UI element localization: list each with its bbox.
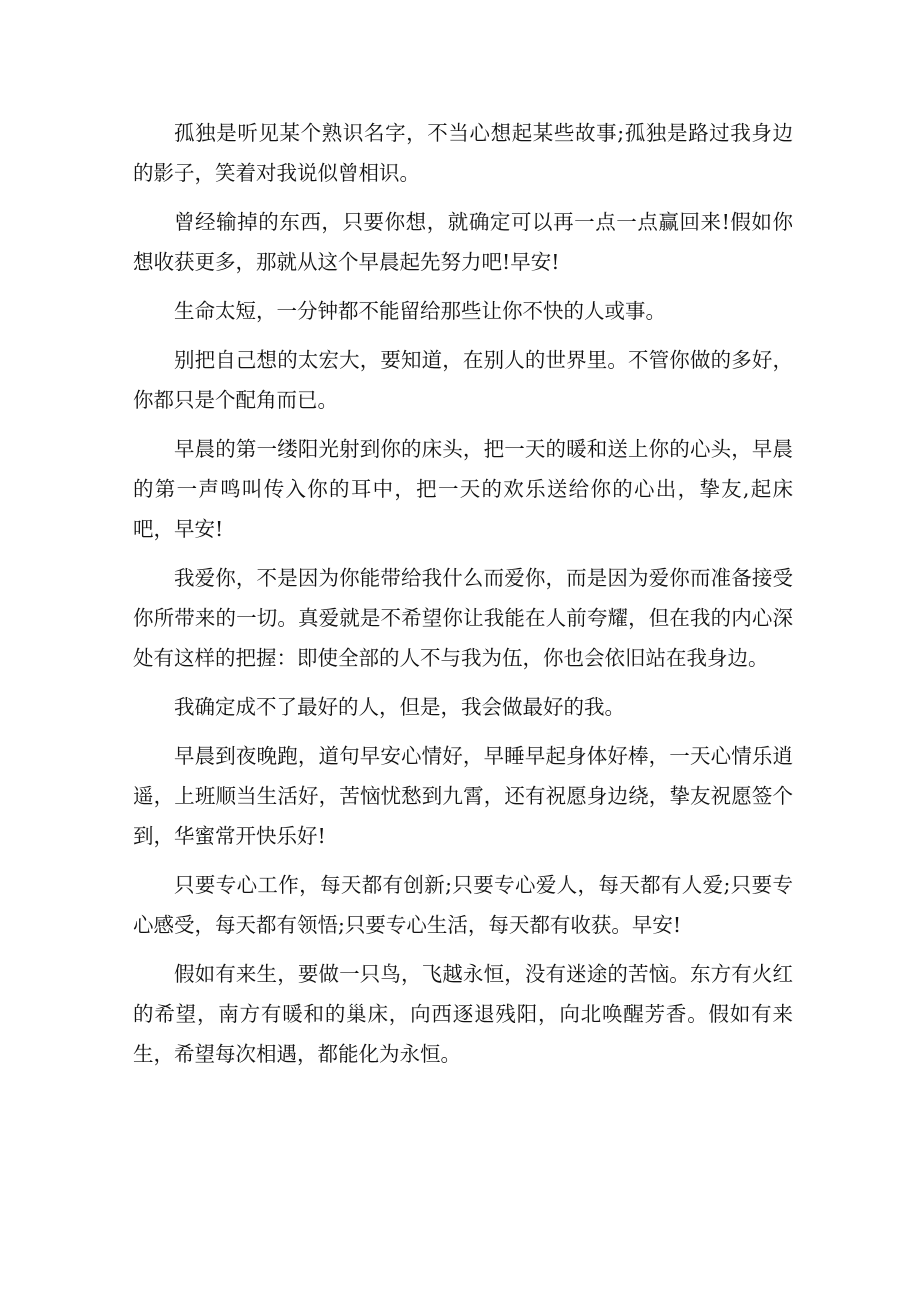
paragraph: 生命太短，一分钟都不能留给那些让你不快的人或事。 [174,299,666,323]
paragraph: 假如有来生，要做一只鸟，飞越永恒，没有迷途的苦恼。东方有火红的希望，南方有暖和的巢床，向西逐退残阳，向北唤醒芳香。假如有来生，希望每次相遇，都能化为永恒。 [133,962,793,1066]
paragraph: 早晨的第一缕阳光射到你的床头，把一天的暖和送上你的心头，早晨的第一声鸣叫传入你的耳中，把一天的欢乐送给你的心出，挚友,起床吧，早安! [133,437,793,541]
paragraph: 只要专心工作，每天都有创新;只要专心爱人，每天都有人爱;只要专心感受，每天都有领悟;只要专心生活，每天都有收获。早安! [133,873,793,937]
paragraph: 早晨到夜晚跑，道句早安心情好，早睡早起身体好棒，一天心情乐逍遥，上班顺当生活好，苦恼忧愁到九霄，还有祝愿身边绕，挚友祝愿签个到，华蜜常开快乐好! [133,744,793,848]
paragraph: 我爱你，不是因为你能带给我什么而爱你，而是因为爱你而准备接受你所带来的一切。真爱就是不希望你让我能在人前夸耀，但在我的内心深处有这样的把握：即使全部的人不与我为伍，你也会依旧站在我身边。 [133,566,793,670]
paragraph: 曾经输掉的东西，只要你想，就确定可以再一点一点赢回来!假如你想收获更多，那就从这个早晨起先努力吧!早安! [133,210,793,274]
document-body [133,113,793,1083]
paragraph: 孤独是听见某个熟识名字，不当心想起某些故事;孤独是路过我身边的影子，笑着对我说似曾相识。 [133,121,793,185]
paragraph: 我确定成不了最好的人，但是，我会做最好的我。 [174,695,625,719]
paragraph: 别把自己想的太宏大，要知道，在别人的世界里。不管你做的多好，你都只是个配角而已。 [133,348,793,412]
